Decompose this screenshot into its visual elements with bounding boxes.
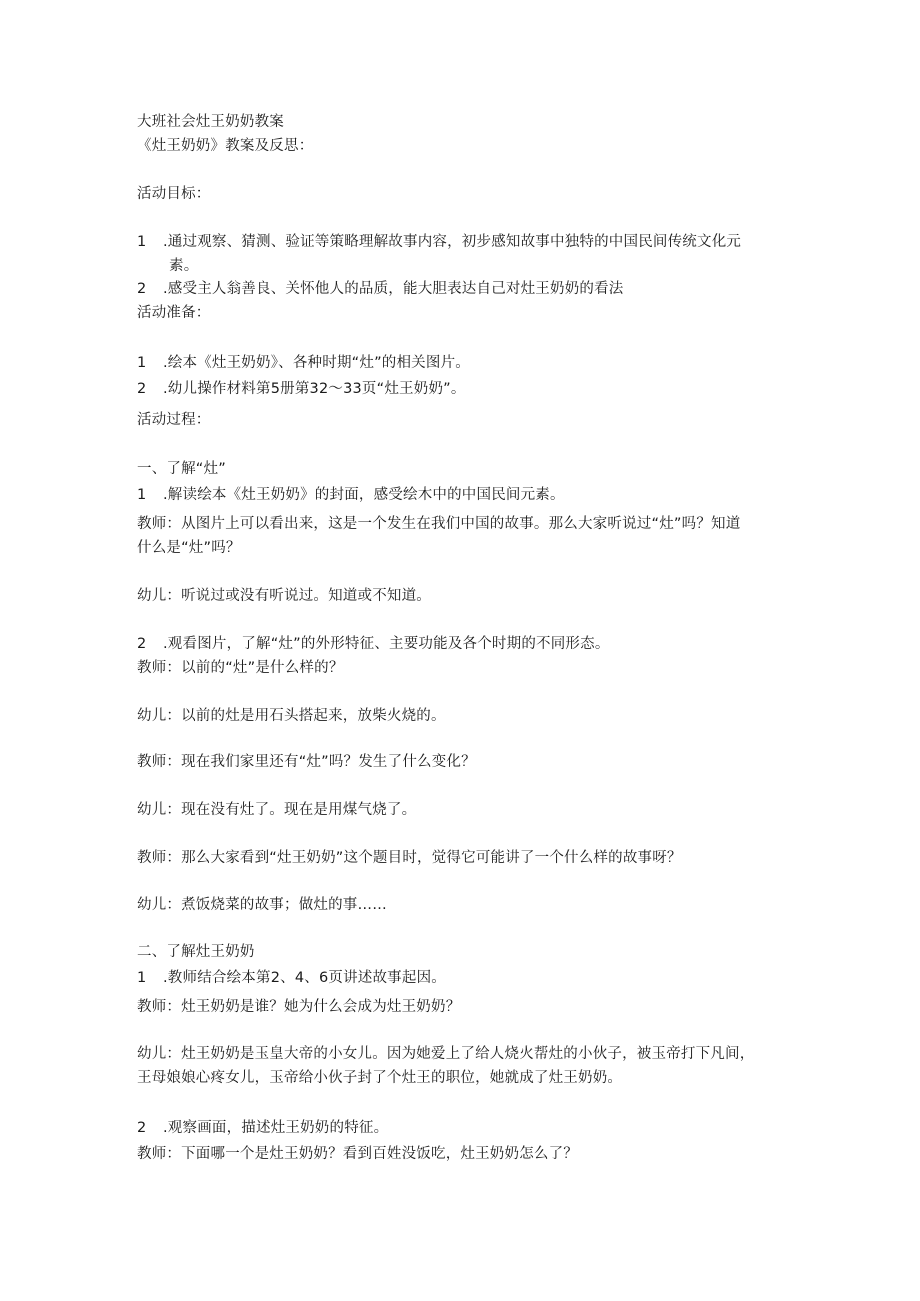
teacher-line: 教师：从图片上可以看出来，这是一个发生在我们中国的故事。那么大家听说过“灶”吗？知道 — [137, 516, 741, 532]
prep-text: .幼儿操作材料第5册第32〜33页“灶王奶奶”。 — [163, 381, 466, 397]
document-subtitle: 《灶王奶奶》教案及反思： — [137, 138, 314, 154]
child-line: 幼儿：现在没有灶了。现在是用煤气烧了。 — [137, 802, 417, 818]
goal-item-1-continued: 素。 — [169, 258, 199, 274]
step-number: 2 — [137, 1120, 147, 1136]
child-line: 幼儿：煮饭烧菜的故事；做灶的事…… — [137, 897, 387, 913]
teacher-line: 教师：那么大家看到“灶王奶奶”这个题目时，觉得它可能讲了一个什么样的故事呀？ — [137, 850, 682, 866]
child-line: 幼儿：灶王奶奶是玉皇大帝的小女儿。因为她爱上了给人烧火帮灶的小伙子，被玉帝打下凡间， — [137, 1046, 755, 1062]
step-text: .解读绘本《灶王奶奶》的封面，感受绘木中的中国民间元素。 — [163, 487, 565, 503]
prep-text: .绘本《灶王奶奶》、各种时期“灶”的相关图片。 — [163, 355, 470, 371]
step-text: .观看图片，了解“灶”的外形特征、主要功能及各个时期的不同形态。 — [163, 636, 610, 652]
teacher-line-continued: 什么是“灶”吗？ — [137, 540, 241, 556]
prep-item-2 — [137, 379, 466, 399]
part1-step-1 — [137, 485, 565, 505]
teacher-line: 教师：以前的“灶”是什么样的？ — [137, 660, 344, 676]
part2-heading: 二、了解灶王奶奶 — [137, 944, 255, 960]
child-line: 幼儿：以前的灶是用石头搭起来，放柴火烧的。 — [137, 708, 446, 724]
teacher-line: 教师：下面哪一个是灶王奶奶？看到百姓没饭吃，灶王奶奶怎么了？ — [137, 1146, 578, 1162]
child-line: 幼儿：听说过或没有听说过。知道或不知道。 — [137, 588, 431, 604]
step-text: .教师结合绘本第2、4、6页讲述故事起因。 — [163, 970, 446, 986]
goal-number: 2 — [137, 281, 147, 297]
goal-item-1 — [137, 232, 741, 252]
child-line-continued: 王母娘娘心疼女儿，玉帝给小伙子封了个灶王的职位，她就成了灶王奶奶。 — [137, 1070, 623, 1086]
step-number: 1 — [137, 970, 147, 986]
process-heading: 活动过程： — [137, 412, 211, 428]
goal-item-2 — [137, 279, 624, 299]
prep-item-1 — [137, 353, 470, 373]
step-number: 2 — [137, 636, 147, 652]
part1-heading: 一、了解“灶” — [137, 461, 226, 477]
document-title: 大班社会灶王奶奶教案 — [137, 114, 284, 130]
goal-text: .通过观察、猜测、验证等策略理解故事内容，初步感知故事中独特的中国民间传统文化元 — [163, 234, 742, 250]
part2-step-2 — [137, 1118, 388, 1138]
part2-step-1 — [137, 968, 446, 988]
part1-step-2 — [137, 634, 610, 654]
step-text: .观察画面，描述灶王奶奶的特征。 — [163, 1120, 389, 1136]
prep-heading: 活动准备： — [137, 305, 211, 321]
goals-heading: 活动目标： — [137, 186, 211, 202]
teacher-line: 教师：灶王奶奶是谁？她为什么会成为灶王奶奶？ — [137, 999, 461, 1015]
goal-text: .感受主人翁善良、关怀他人的品质，能大胆表达自己对灶王奶奶的看法 — [163, 281, 624, 297]
step-number: 1 — [137, 487, 147, 503]
prep-number: 1 — [137, 355, 147, 371]
teacher-line: 教师：现在我们家里还有“灶”吗？发生了什么变化？ — [137, 754, 476, 770]
prep-number: 2 — [137, 381, 147, 397]
goal-number: 1 — [137, 234, 147, 250]
